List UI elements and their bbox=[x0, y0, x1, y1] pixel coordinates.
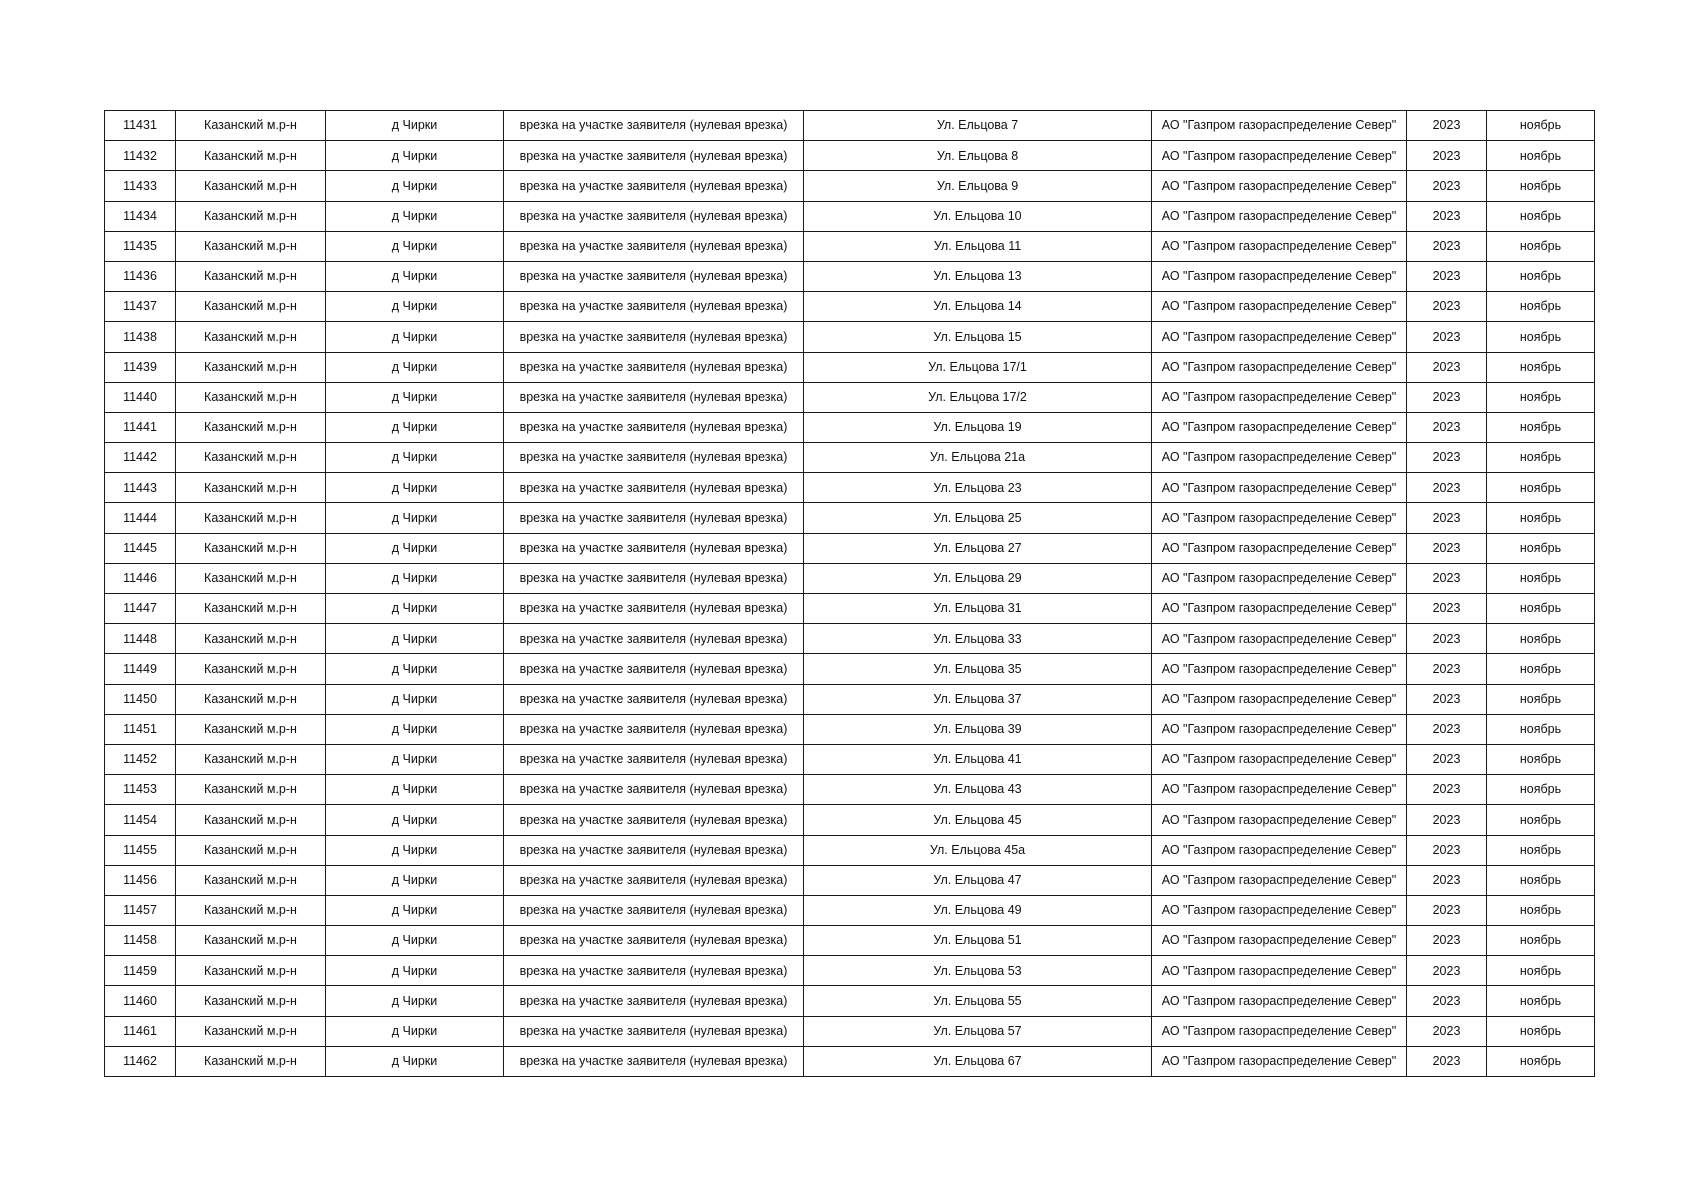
cell-year: 2023 bbox=[1407, 594, 1487, 624]
cell-month: ноябрь bbox=[1487, 865, 1595, 895]
cell-settlement: д Чирки bbox=[326, 895, 504, 925]
cell-address: Ул. Ельцова 7 bbox=[804, 111, 1152, 141]
cell-address: Ул. Ельцова 57 bbox=[804, 1016, 1152, 1046]
table-row bbox=[105, 292, 1595, 322]
cell-month: ноябрь bbox=[1487, 533, 1595, 563]
cell-settlement: д Чирки bbox=[326, 684, 504, 714]
cell-district: Казанский м.р-н bbox=[176, 744, 326, 774]
cell-year: 2023 bbox=[1407, 261, 1487, 291]
cell-district: Казанский м.р-н bbox=[176, 503, 326, 533]
table-row bbox=[105, 594, 1595, 624]
cell-connection-type: врезка на участке заявителя (нулевая врезка) bbox=[504, 352, 804, 382]
cell-address: Ул. Ельцова 17/2 bbox=[804, 382, 1152, 412]
cell-year: 2023 bbox=[1407, 926, 1487, 956]
cell-connection-type: врезка на участке заявителя (нулевая врезка) bbox=[504, 533, 804, 563]
cell-address: Ул. Ельцова 13 bbox=[804, 261, 1152, 291]
cell-settlement: д Чирки bbox=[326, 654, 504, 684]
cell-connection-type: врезка на участке заявителя (нулевая врезка) bbox=[504, 986, 804, 1016]
cell-address: Ул. Ельцова 45 bbox=[804, 805, 1152, 835]
cell-settlement: д Чирки bbox=[326, 352, 504, 382]
cell-year: 2023 bbox=[1407, 684, 1487, 714]
cell-district: Казанский м.р-н bbox=[176, 895, 326, 925]
table-row bbox=[105, 322, 1595, 352]
cell-connection-type: врезка на участке заявителя (нулевая врезка) bbox=[504, 895, 804, 925]
cell-organization: АО "Газпром газораспределение Север" bbox=[1152, 1016, 1407, 1046]
cell-number: 11441 bbox=[105, 412, 176, 442]
cell-number: 11451 bbox=[105, 714, 176, 744]
cell-district: Казанский м.р-н bbox=[176, 201, 326, 231]
table-row bbox=[105, 171, 1595, 201]
cell-connection-type: врезка на участке заявителя (нулевая врезка) bbox=[504, 322, 804, 352]
cell-number: 11446 bbox=[105, 563, 176, 593]
cell-number: 11431 bbox=[105, 111, 176, 141]
cell-address: Ул. Ельцова 31 bbox=[804, 594, 1152, 624]
cell-connection-type: врезка на участке заявителя (нулевая врезка) bbox=[504, 714, 804, 744]
table-row bbox=[105, 201, 1595, 231]
table-row bbox=[105, 352, 1595, 382]
cell-address: Ул. Ельцова 27 bbox=[804, 533, 1152, 563]
cell-settlement: д Чирки bbox=[326, 775, 504, 805]
cell-month: ноябрь bbox=[1487, 201, 1595, 231]
cell-address: Ул. Ельцова 49 bbox=[804, 895, 1152, 925]
cell-settlement: д Чирки bbox=[326, 231, 504, 261]
cell-settlement: д Чирки bbox=[326, 141, 504, 171]
cell-year: 2023 bbox=[1407, 624, 1487, 654]
cell-month: ноябрь bbox=[1487, 292, 1595, 322]
cell-address: Ул. Ельцова 35 bbox=[804, 654, 1152, 684]
cell-year: 2023 bbox=[1407, 563, 1487, 593]
cell-settlement: д Чирки bbox=[326, 201, 504, 231]
cell-connection-type: врезка на участке заявителя (нулевая врезка) bbox=[504, 926, 804, 956]
cell-connection-type: врезка на участке заявителя (нулевая врезка) bbox=[504, 775, 804, 805]
cell-month: ноябрь bbox=[1487, 805, 1595, 835]
cell-month: ноябрь bbox=[1487, 956, 1595, 986]
cell-district: Казанский м.р-н bbox=[176, 805, 326, 835]
cell-settlement: д Чирки bbox=[326, 805, 504, 835]
cell-number: 11432 bbox=[105, 141, 176, 171]
cell-address: Ул. Ельцова 29 bbox=[804, 563, 1152, 593]
table-row bbox=[105, 443, 1595, 473]
table-row bbox=[105, 805, 1595, 835]
cell-organization: АО "Газпром газораспределение Север" bbox=[1152, 473, 1407, 503]
cell-organization: АО "Газпром газораспределение Север" bbox=[1152, 654, 1407, 684]
cell-month: ноябрь bbox=[1487, 835, 1595, 865]
table-row bbox=[105, 261, 1595, 291]
cell-organization: АО "Газпром газораспределение Север" bbox=[1152, 503, 1407, 533]
cell-address: Ул. Ельцова 47 bbox=[804, 865, 1152, 895]
cell-organization: АО "Газпром газораспределение Север" bbox=[1152, 111, 1407, 141]
table-row bbox=[105, 986, 1595, 1016]
cell-number: 11452 bbox=[105, 744, 176, 774]
cell-year: 2023 bbox=[1407, 775, 1487, 805]
cell-connection-type: врезка на участке заявителя (нулевая врезка) bbox=[504, 231, 804, 261]
cell-connection-type: врезка на участке заявителя (нулевая врезка) bbox=[504, 111, 804, 141]
cell-settlement: д Чирки bbox=[326, 382, 504, 412]
cell-number: 11438 bbox=[105, 322, 176, 352]
table-row bbox=[105, 775, 1595, 805]
cell-month: ноябрь bbox=[1487, 714, 1595, 744]
cell-month: ноябрь bbox=[1487, 352, 1595, 382]
cell-connection-type: врезка на участке заявителя (нулевая врезка) bbox=[504, 805, 804, 835]
cell-address: Ул. Ельцова 15 bbox=[804, 322, 1152, 352]
cell-district: Казанский м.р-н bbox=[176, 292, 326, 322]
cell-number: 11462 bbox=[105, 1046, 176, 1076]
cell-organization: АО "Газпром газораспределение Север" bbox=[1152, 292, 1407, 322]
cell-district: Казанский м.р-н bbox=[176, 261, 326, 291]
table-row bbox=[105, 503, 1595, 533]
cell-district: Казанский м.р-н bbox=[176, 1016, 326, 1046]
table-row bbox=[105, 835, 1595, 865]
cell-address: Ул. Ельцова 37 bbox=[804, 684, 1152, 714]
cell-number: 11448 bbox=[105, 624, 176, 654]
cell-year: 2023 bbox=[1407, 292, 1487, 322]
cell-district: Казанский м.р-н bbox=[176, 714, 326, 744]
cell-address: Ул. Ельцова 53 bbox=[804, 956, 1152, 986]
cell-number: 11454 bbox=[105, 805, 176, 835]
cell-organization: АО "Газпром газораспределение Север" bbox=[1152, 533, 1407, 563]
cell-address: Ул. Ельцова 9 bbox=[804, 171, 1152, 201]
cell-organization: АО "Газпром газораспределение Север" bbox=[1152, 775, 1407, 805]
cell-organization: АО "Газпром газораспределение Север" bbox=[1152, 956, 1407, 986]
cell-month: ноябрь bbox=[1487, 1016, 1595, 1046]
cell-district: Казанский м.р-н bbox=[176, 443, 326, 473]
cell-settlement: д Чирки bbox=[326, 261, 504, 291]
cell-year: 2023 bbox=[1407, 1016, 1487, 1046]
cell-connection-type: врезка на участке заявителя (нулевая врезка) bbox=[504, 503, 804, 533]
cell-number: 11453 bbox=[105, 775, 176, 805]
cell-organization: АО "Газпром газораспределение Север" bbox=[1152, 443, 1407, 473]
cell-district: Казанский м.р-н bbox=[176, 956, 326, 986]
cell-year: 2023 bbox=[1407, 443, 1487, 473]
cell-district: Казанский м.р-н bbox=[176, 473, 326, 503]
cell-connection-type: врезка на участке заявителя (нулевая врезка) bbox=[504, 201, 804, 231]
cell-address: Ул. Ельцова 25 bbox=[804, 503, 1152, 533]
cell-year: 2023 bbox=[1407, 865, 1487, 895]
cell-year: 2023 bbox=[1407, 714, 1487, 744]
cell-address: Ул. Ельцова 14 bbox=[804, 292, 1152, 322]
table-row bbox=[105, 1016, 1595, 1046]
cell-settlement: д Чирки bbox=[326, 503, 504, 533]
data-table bbox=[104, 110, 1595, 1077]
cell-year: 2023 bbox=[1407, 412, 1487, 442]
cell-year: 2023 bbox=[1407, 805, 1487, 835]
cell-organization: АО "Газпром газораспределение Север" bbox=[1152, 926, 1407, 956]
cell-organization: АО "Газпром газораспределение Север" bbox=[1152, 412, 1407, 442]
cell-number: 11433 bbox=[105, 171, 176, 201]
cell-year: 2023 bbox=[1407, 352, 1487, 382]
cell-number: 11443 bbox=[105, 473, 176, 503]
cell-address: Ул. Ельцова 43 bbox=[804, 775, 1152, 805]
cell-month: ноябрь bbox=[1487, 261, 1595, 291]
table-row bbox=[105, 744, 1595, 774]
cell-organization: АО "Газпром газораспределение Север" bbox=[1152, 835, 1407, 865]
cell-address: Ул. Ельцова 41 bbox=[804, 744, 1152, 774]
cell-connection-type: врезка на участке заявителя (нулевая врезка) bbox=[504, 1046, 804, 1076]
table-row bbox=[105, 111, 1595, 141]
cell-organization: АО "Газпром газораспределение Север" bbox=[1152, 322, 1407, 352]
cell-address: Ул. Ельцова 19 bbox=[804, 412, 1152, 442]
cell-year: 2023 bbox=[1407, 744, 1487, 774]
cell-settlement: д Чирки bbox=[326, 956, 504, 986]
cell-month: ноябрь bbox=[1487, 744, 1595, 774]
cell-address: Ул. Ельцова 55 bbox=[804, 986, 1152, 1016]
cell-number: 11455 bbox=[105, 835, 176, 865]
cell-settlement: д Чирки bbox=[326, 1016, 504, 1046]
cell-number: 11439 bbox=[105, 352, 176, 382]
cell-connection-type: врезка на участке заявителя (нулевая врезка) bbox=[504, 141, 804, 171]
cell-connection-type: врезка на участке заявителя (нулевая врезка) bbox=[504, 865, 804, 895]
cell-month: ноябрь bbox=[1487, 926, 1595, 956]
cell-address: Ул. Ельцова 10 bbox=[804, 201, 1152, 231]
cell-year: 2023 bbox=[1407, 473, 1487, 503]
cell-organization: АО "Газпром газораспределение Север" bbox=[1152, 352, 1407, 382]
cell-number: 11458 bbox=[105, 926, 176, 956]
table-row bbox=[105, 141, 1595, 171]
cell-organization: АО "Газпром газораспределение Север" bbox=[1152, 231, 1407, 261]
cell-number: 11459 bbox=[105, 956, 176, 986]
cell-connection-type: врезка на участке заявителя (нулевая врезка) bbox=[504, 473, 804, 503]
cell-month: ноябрь bbox=[1487, 624, 1595, 654]
cell-connection-type: врезка на участке заявителя (нулевая врезка) bbox=[504, 443, 804, 473]
cell-year: 2023 bbox=[1407, 503, 1487, 533]
cell-year: 2023 bbox=[1407, 382, 1487, 412]
cell-year: 2023 bbox=[1407, 1046, 1487, 1076]
cell-month: ноябрь bbox=[1487, 503, 1595, 533]
cell-organization: АО "Газпром газораспределение Север" bbox=[1152, 895, 1407, 925]
table-row bbox=[105, 865, 1595, 895]
cell-connection-type: врезка на участке заявителя (нулевая врезка) bbox=[504, 654, 804, 684]
cell-district: Казанский м.р-н bbox=[176, 563, 326, 593]
cell-connection-type: врезка на участке заявителя (нулевая врезка) bbox=[504, 261, 804, 291]
table-row bbox=[105, 412, 1595, 442]
cell-district: Казанский м.р-н bbox=[176, 231, 326, 261]
cell-year: 2023 bbox=[1407, 835, 1487, 865]
cell-number: 11442 bbox=[105, 443, 176, 473]
cell-settlement: д Чирки bbox=[326, 624, 504, 654]
cell-year: 2023 bbox=[1407, 171, 1487, 201]
cell-settlement: д Чирки bbox=[326, 835, 504, 865]
cell-organization: АО "Газпром газораспределение Север" bbox=[1152, 201, 1407, 231]
cell-month: ноябрь bbox=[1487, 141, 1595, 171]
cell-number: 11449 bbox=[105, 654, 176, 684]
cell-month: ноябрь bbox=[1487, 986, 1595, 1016]
cell-organization: АО "Газпром газораспределение Север" bbox=[1152, 382, 1407, 412]
cell-number: 11436 bbox=[105, 261, 176, 291]
cell-settlement: д Чирки bbox=[326, 292, 504, 322]
cell-settlement: д Чирки bbox=[326, 533, 504, 563]
cell-district: Казанский м.р-н bbox=[176, 111, 326, 141]
cell-settlement: д Чирки bbox=[326, 744, 504, 774]
table-row bbox=[105, 926, 1595, 956]
cell-address: Ул. Ельцова 67 bbox=[804, 1046, 1152, 1076]
cell-connection-type: врезка на участке заявителя (нулевая врезка) bbox=[504, 412, 804, 442]
cell-month: ноябрь bbox=[1487, 443, 1595, 473]
cell-year: 2023 bbox=[1407, 986, 1487, 1016]
cell-number: 11437 bbox=[105, 292, 176, 322]
cell-district: Казанский м.р-н bbox=[176, 986, 326, 1016]
cell-settlement: д Чирки bbox=[326, 322, 504, 352]
cell-district: Казанский м.р-н bbox=[176, 412, 326, 442]
table-body bbox=[105, 111, 1595, 1077]
cell-organization: АО "Газпром газораспределение Север" bbox=[1152, 714, 1407, 744]
cell-district: Казанский м.р-н bbox=[176, 382, 326, 412]
cell-organization: АО "Газпром газораспределение Север" bbox=[1152, 261, 1407, 291]
cell-address: Ул. Ельцова 23 bbox=[804, 473, 1152, 503]
cell-address: Ул. Ельцова 21а bbox=[804, 443, 1152, 473]
cell-organization: АО "Газпром газораспределение Север" bbox=[1152, 744, 1407, 774]
cell-number: 11435 bbox=[105, 231, 176, 261]
cell-month: ноябрь bbox=[1487, 684, 1595, 714]
cell-connection-type: врезка на участке заявителя (нулевая врезка) bbox=[504, 382, 804, 412]
cell-year: 2023 bbox=[1407, 141, 1487, 171]
cell-number: 11444 bbox=[105, 503, 176, 533]
cell-settlement: д Чирки bbox=[326, 171, 504, 201]
cell-organization: АО "Газпром газораспределение Север" bbox=[1152, 624, 1407, 654]
cell-district: Казанский м.р-н bbox=[176, 926, 326, 956]
cell-settlement: д Чирки bbox=[326, 443, 504, 473]
table-row bbox=[105, 956, 1595, 986]
cell-organization: АО "Газпром газораспределение Север" bbox=[1152, 171, 1407, 201]
cell-settlement: д Чирки bbox=[326, 473, 504, 503]
table-row bbox=[105, 654, 1595, 684]
cell-organization: АО "Газпром газораспределение Север" bbox=[1152, 594, 1407, 624]
cell-address: Ул. Ельцова 51 bbox=[804, 926, 1152, 956]
cell-organization: АО "Газпром газораспределение Север" bbox=[1152, 865, 1407, 895]
cell-month: ноябрь bbox=[1487, 654, 1595, 684]
cell-district: Казанский м.р-н bbox=[176, 1046, 326, 1076]
table-row bbox=[105, 473, 1595, 503]
cell-district: Казанский м.р-н bbox=[176, 624, 326, 654]
cell-month: ноябрь bbox=[1487, 775, 1595, 805]
table-row bbox=[105, 563, 1595, 593]
cell-district: Казанский м.р-н bbox=[176, 141, 326, 171]
cell-connection-type: врезка на участке заявителя (нулевая врезка) bbox=[504, 1016, 804, 1046]
table-row bbox=[105, 231, 1595, 261]
cell-month: ноябрь bbox=[1487, 111, 1595, 141]
table-row bbox=[105, 382, 1595, 412]
cell-connection-type: врезка на участке заявителя (нулевая врезка) bbox=[504, 594, 804, 624]
cell-number: 11457 bbox=[105, 895, 176, 925]
cell-settlement: д Чирки bbox=[326, 865, 504, 895]
cell-connection-type: врезка на участке заявителя (нулевая врезка) bbox=[504, 835, 804, 865]
cell-district: Казанский м.р-н bbox=[176, 684, 326, 714]
cell-district: Казанский м.р-н bbox=[176, 322, 326, 352]
cell-organization: АО "Газпром газораспределение Север" bbox=[1152, 986, 1407, 1016]
cell-connection-type: врезка на участке заявителя (нулевая врезка) bbox=[504, 563, 804, 593]
table-row bbox=[105, 1046, 1595, 1076]
cell-year: 2023 bbox=[1407, 956, 1487, 986]
cell-month: ноябрь bbox=[1487, 382, 1595, 412]
cell-year: 2023 bbox=[1407, 231, 1487, 261]
cell-settlement: д Чирки bbox=[326, 986, 504, 1016]
cell-district: Казанский м.р-н bbox=[176, 533, 326, 563]
cell-district: Казанский м.р-н bbox=[176, 352, 326, 382]
cell-settlement: д Чирки bbox=[326, 1046, 504, 1076]
cell-number: 11434 bbox=[105, 201, 176, 231]
cell-address: Ул. Ельцова 39 bbox=[804, 714, 1152, 744]
table-row bbox=[105, 895, 1595, 925]
cell-address: Ул. Ельцова 33 bbox=[804, 624, 1152, 654]
table-row bbox=[105, 714, 1595, 744]
cell-number: 11445 bbox=[105, 533, 176, 563]
cell-number: 11460 bbox=[105, 986, 176, 1016]
cell-number: 11440 bbox=[105, 382, 176, 412]
cell-district: Казанский м.р-н bbox=[176, 594, 326, 624]
cell-address: Ул. Ельцова 11 bbox=[804, 231, 1152, 261]
cell-year: 2023 bbox=[1407, 322, 1487, 352]
cell-month: ноябрь bbox=[1487, 1046, 1595, 1076]
cell-month: ноябрь bbox=[1487, 594, 1595, 624]
cell-address: Ул. Ельцова 45а bbox=[804, 835, 1152, 865]
cell-organization: АО "Газпром газораспределение Север" bbox=[1152, 563, 1407, 593]
cell-month: ноябрь bbox=[1487, 171, 1595, 201]
cell-year: 2023 bbox=[1407, 533, 1487, 563]
cell-year: 2023 bbox=[1407, 201, 1487, 231]
cell-settlement: д Чирки bbox=[326, 594, 504, 624]
cell-settlement: д Чирки bbox=[326, 714, 504, 744]
cell-organization: АО "Газпром газораспределение Север" bbox=[1152, 684, 1407, 714]
cell-month: ноябрь bbox=[1487, 412, 1595, 442]
cell-settlement: д Чирки bbox=[326, 412, 504, 442]
cell-year: 2023 bbox=[1407, 895, 1487, 925]
cell-district: Казанский м.р-н bbox=[176, 835, 326, 865]
cell-year: 2023 bbox=[1407, 654, 1487, 684]
table-row bbox=[105, 684, 1595, 714]
cell-connection-type: врезка на участке заявителя (нулевая врезка) bbox=[504, 171, 804, 201]
cell-organization: АО "Газпром газораспределение Север" bbox=[1152, 805, 1407, 835]
cell-month: ноябрь bbox=[1487, 473, 1595, 503]
cell-connection-type: врезка на участке заявителя (нулевая врезка) bbox=[504, 292, 804, 322]
cell-organization: АО "Газпром газораспределение Север" bbox=[1152, 1046, 1407, 1076]
cell-number: 11450 bbox=[105, 684, 176, 714]
cell-month: ноябрь bbox=[1487, 322, 1595, 352]
table-row bbox=[105, 533, 1595, 563]
cell-district: Казанский м.р-н bbox=[176, 171, 326, 201]
cell-settlement: д Чирки bbox=[326, 563, 504, 593]
cell-number: 11456 bbox=[105, 865, 176, 895]
table-row bbox=[105, 624, 1595, 654]
cell-connection-type: врезка на участке заявителя (нулевая врезка) bbox=[504, 624, 804, 654]
cell-connection-type: врезка на участке заявителя (нулевая врезка) bbox=[504, 684, 804, 714]
cell-district: Казанский м.р-н bbox=[176, 775, 326, 805]
cell-settlement: д Чирки bbox=[326, 926, 504, 956]
cell-district: Казанский м.р-н bbox=[176, 654, 326, 684]
cell-number: 11447 bbox=[105, 594, 176, 624]
cell-connection-type: врезка на участке заявителя (нулевая врезка) bbox=[504, 744, 804, 774]
cell-district: Казанский м.р-н bbox=[176, 865, 326, 895]
cell-address: Ул. Ельцова 17/1 bbox=[804, 352, 1152, 382]
cell-address: Ул. Ельцова 8 bbox=[804, 141, 1152, 171]
cell-month: ноябрь bbox=[1487, 563, 1595, 593]
cell-organization: АО "Газпром газораспределение Север" bbox=[1152, 141, 1407, 171]
cell-settlement: д Чирки bbox=[326, 111, 504, 141]
cell-year: 2023 bbox=[1407, 111, 1487, 141]
cell-month: ноябрь bbox=[1487, 231, 1595, 261]
cell-connection-type: врезка на участке заявителя (нулевая врезка) bbox=[504, 956, 804, 986]
cell-month: ноябрь bbox=[1487, 895, 1595, 925]
cell-number: 11461 bbox=[105, 1016, 176, 1046]
